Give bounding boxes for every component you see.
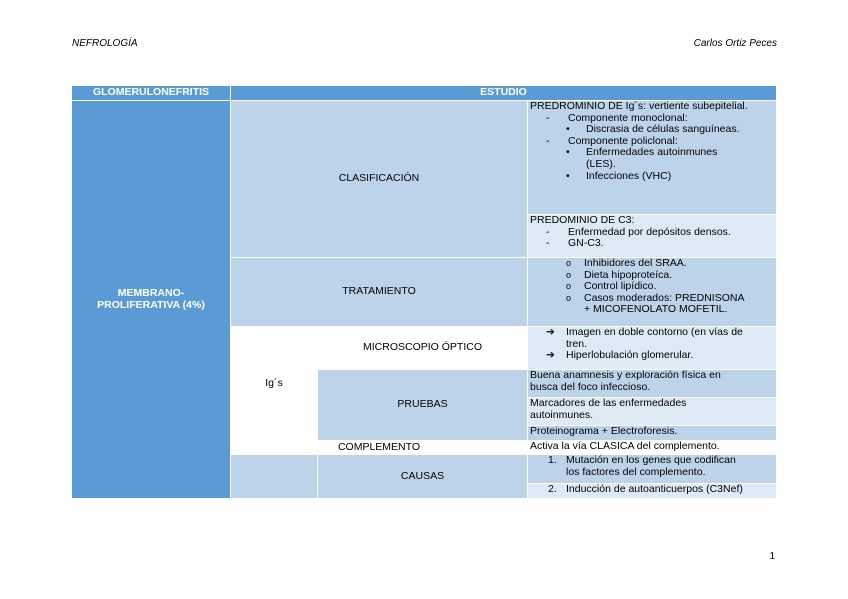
arrow-item: ➔ Imagen en doble contorno (en vías de (546, 327, 743, 338)
causas-spacer (231, 455, 317, 498)
dash-item: - Componente policlonal: (546, 134, 678, 147)
circle-item: o Casos moderados: PREDNISONA (566, 291, 745, 304)
tratamiento-label: TRATAMIENTO (231, 258, 527, 326)
complemento-cell: Activa la vía CLÁSICA del complemento. (528, 441, 776, 454)
bullet-item-continuation: (LES). (586, 157, 616, 170)
header-title: NEFROLOGÍA (72, 38, 138, 49)
c3-title: PREDOMINIO DE C3: (530, 215, 635, 226)
bullet-item: • Enfermedades autoinmunes (566, 146, 718, 159)
circle-item: o Control lipídico. (566, 280, 657, 293)
pruebas-row-2: Marcadores de las enfermedades autoinmunes. (528, 398, 776, 425)
circle-item-continuation: + MICOFENOLATO MOFETIL. (584, 303, 728, 316)
header-author: Carlos Ortiz Peces (693, 38, 777, 49)
disease-cell (72, 101, 230, 498)
clasificacion-ig-cell (528, 101, 776, 214)
disease-name: MEMBRANO-PROLIFERATIVA (4%) (97, 286, 205, 311)
microscopio-label: MICROSCOPIO ÓPTICO (318, 327, 527, 369)
pruebas-row-1: Buena anamnesis y exploración física en busca del foco infeccioso. (528, 370, 776, 397)
col-header-glomerulonefritis: GLOMERULONEFRITIS (72, 86, 230, 100)
circle-item: o Inhibidores del SRAA. (566, 258, 687, 269)
ig-title: PREDROMINIO DE Ig´s: vertiente subepitelial. (530, 101, 748, 112)
dash-item: - GN-C3. (546, 237, 604, 250)
pruebas-row-3: Proteinograma + Electroforesis. (528, 426, 776, 440)
numbered-item: 1. Mutación en los genes que codifican (548, 455, 736, 466)
dash-item: - Enfermedad por depósitos densos. (546, 225, 731, 238)
numbered-item-continuation: los factores del complemento. (566, 465, 706, 478)
arrow-item-continuation: tren. (566, 337, 588, 350)
clasificacion-label: CLASIFICACIÓN (231, 101, 527, 257)
arrow-item: ➔ Hiperlobulación glomerular. (546, 349, 694, 362)
clasificacion-c3-cell (528, 215, 776, 257)
igs-label: Ig´s (231, 327, 317, 440)
microscopio-cell (528, 327, 776, 369)
bullet-item: • Infecciones (VHC) (566, 169, 672, 182)
causas-label: CAUSAS (318, 455, 527, 498)
tratamiento-cell (528, 258, 776, 326)
numbered-item: 2. Inducción de autoanticuerpos (C3Nef) (548, 484, 743, 495)
causas-row-1 (528, 455, 776, 483)
bullet-item: • Discrasia de células sanguíneas. (566, 123, 740, 136)
page-number: 1 (769, 551, 775, 562)
causas-row-2 (528, 484, 776, 498)
dash-item: - Componente monoclonal: (546, 111, 688, 124)
col-header-estudio: ESTUDIO (231, 86, 776, 100)
circle-item: o Dieta hipoproteíca. (566, 268, 673, 281)
complemento-label: COMPLEMENTO (231, 441, 527, 454)
glomerulonefritis-table (72, 86, 776, 498)
pruebas-label: PRUEBAS (318, 370, 527, 440)
